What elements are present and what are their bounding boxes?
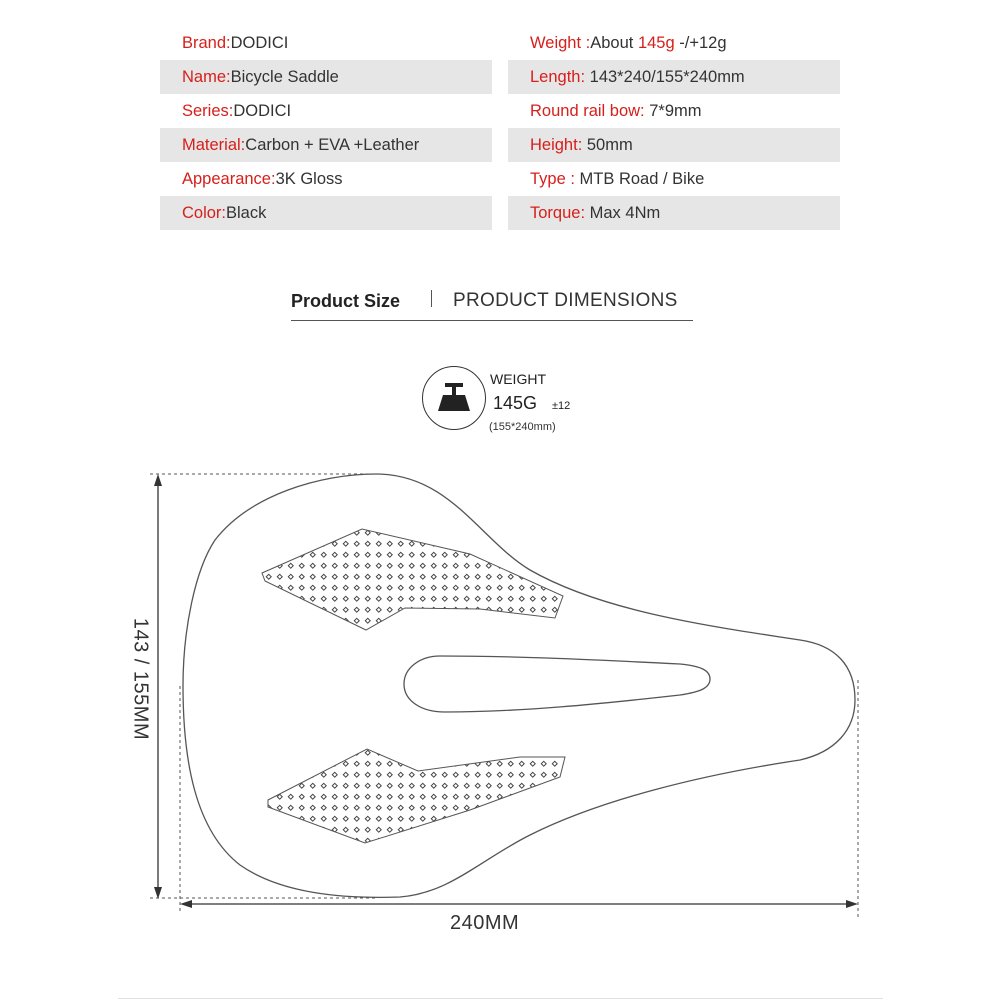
height-arrow-bottom: [154, 887, 162, 899]
spec-value: 3K Gloss: [275, 170, 343, 188]
spec-value: 50mm: [582, 136, 633, 154]
height-arrow-top: [154, 474, 162, 486]
spec-value: 7*9mm: [644, 102, 702, 120]
section-title-light: PRODUCT DIMENSIONS: [453, 290, 678, 311]
spec-value: About: [590, 34, 638, 52]
weight-tolerance: ±12: [552, 400, 571, 412]
spec-label: Torque:: [530, 204, 586, 222]
spec-label: Length:: [530, 68, 586, 86]
height-dimension-label: 143 / 155MM: [129, 617, 152, 741]
spec-value-highlight: 145g: [637, 34, 675, 52]
width-arrow-left: [180, 900, 192, 908]
spec-label: Appearance:: [182, 170, 276, 188]
spec-value: DODICI: [233, 102, 292, 120]
spec-label: Brand:: [182, 34, 231, 52]
spec-label: Color:: [182, 204, 227, 222]
spec-label: Material:: [182, 136, 246, 154]
spec-value: -/+12g: [674, 34, 727, 52]
spec-value: Max 4Nm: [585, 204, 661, 222]
spec-label: Type :: [530, 170, 575, 188]
spec-value: DODICI: [230, 34, 289, 52]
spec-value: Carbon + EVA +Leather: [245, 136, 420, 154]
spec-value: Black: [226, 204, 267, 222]
spec-label: Series:: [182, 102, 234, 120]
width-dimension-label: 240MM: [450, 912, 520, 934]
spec-label: Height:: [530, 136, 583, 154]
spec-value: 143*240/155*240mm: [585, 68, 745, 86]
spec-label: Name:: [182, 68, 231, 86]
weight-dimensions: (155*240mm): [489, 421, 556, 433]
spec-value: MTB Road / Bike: [574, 170, 705, 188]
weight-value: 145G: [493, 393, 538, 413]
spec-label: Round rail bow:: [530, 102, 645, 120]
spec-label: Weight :: [530, 34, 591, 52]
weight-label: WEIGHT: [490, 371, 546, 387]
bottom-divider: [118, 998, 883, 999]
width-arrow-right: [846, 900, 858, 908]
section-title-bold: Product Size: [291, 291, 401, 311]
spec-value: Bicycle Saddle: [230, 68, 339, 86]
